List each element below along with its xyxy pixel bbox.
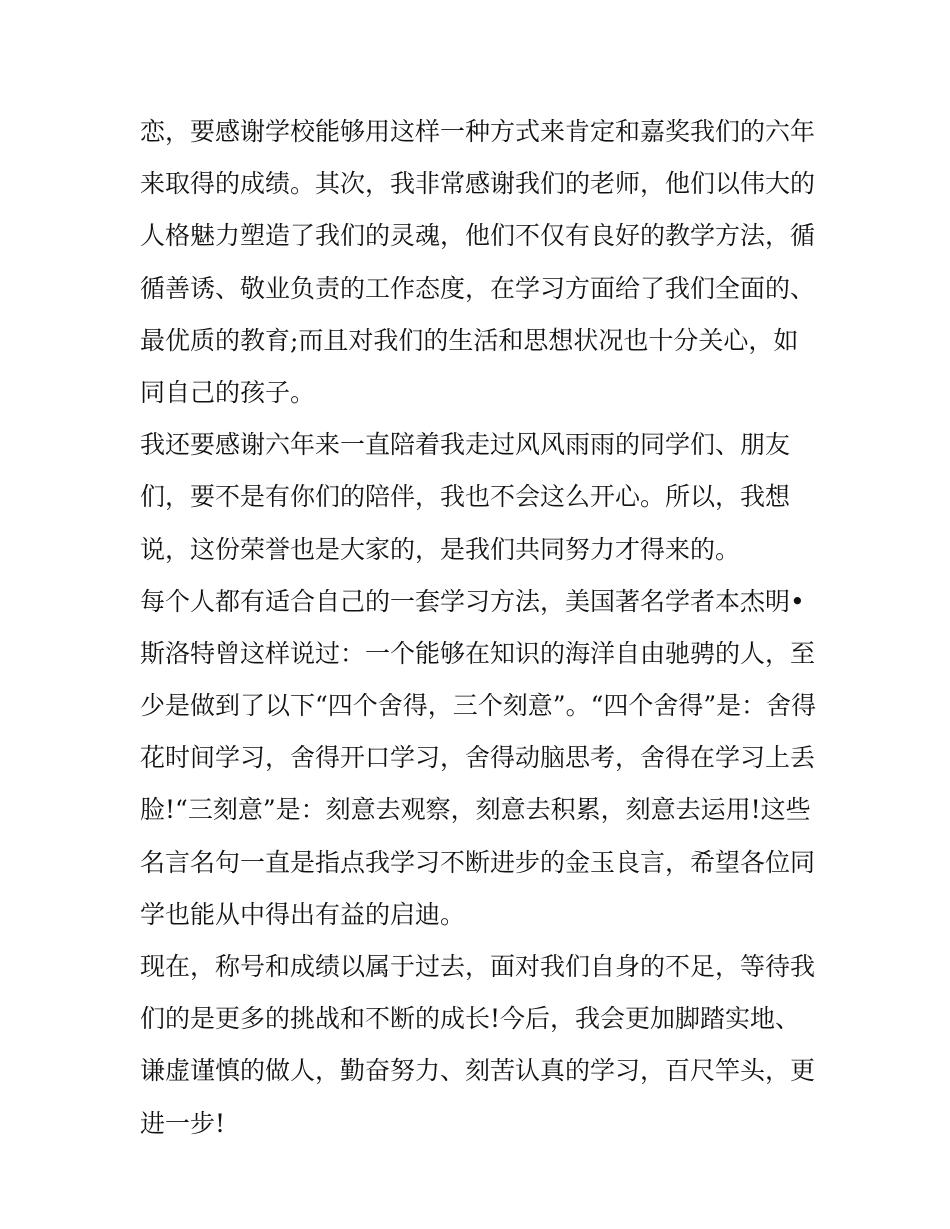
text-line: 现在，称号和成绩以属于过去，面对我们自身的不足，等待我 [140,952,816,981]
text-line: 斯洛特曾这样说过：一个能够在知识的海洋自由驰骋的人，至 [140,638,816,668]
text-line: 花时间学习，舍得开口学习，舍得动脑思考，舍得在学习上丢 [140,743,816,773]
text-line: 人格魅力塑造了我们的灵魂，他们不仅有良好的教学方法，循 [140,221,816,251]
text-line: 们的是更多的挑战和不断的成长!今后，我会更加脚踏实地、 [140,1004,801,1034]
text-line: 每个人都有适合自己的一套学习方法，美国著名学者本杰明• [140,586,805,616]
text-line: 最优质的教育;而且对我们的生活和思想状况也十分关心，如 [140,325,799,355]
text-line: 恋，要感谢学校能够用这样一种方式来肯定和嘉奖我们的六年 [140,117,816,146]
text-line: 循善诱、敬业负责的工作态度，在学习方面给了我们全面的、 [140,273,816,303]
text-line: 谦虚谨慎的做人，勤奋努力、刻苦认真的学习，百尺竿头，更 [140,1056,816,1086]
text-line: 学也能从中得出有益的启迪。 [140,899,466,929]
text-line: 脸!“三刻意”是：刻意去观察，刻意去积累，刻意去运用!这些 [140,795,811,825]
document-body [140,106,820,1150]
text-line: 说，这份荣誉也是大家的，是我们共同努力才得来的。 [140,534,741,564]
text-line: 同自己的孩子。 [140,377,316,407]
text-line: 我还要感谢六年来一直陪着我走过风风雨雨的同学们、朋友 [140,430,791,460]
text-line: 来取得的成绩。其次，我非常感谢我们的老师，他们以伟大的 [140,169,816,199]
text-line: 们，要不是有你们的陪伴，我也不会这么开心。所以，我想 [140,482,791,512]
text-line: 少是做到了以下“四个舍得，三个刻意”。“四个舍得”是：舍得 [140,691,817,721]
text-line: 进一步! [140,1108,226,1138]
text-line: 名言名句一直是指点我学习不断进步的金玉良言，希望各位同 [140,847,816,877]
